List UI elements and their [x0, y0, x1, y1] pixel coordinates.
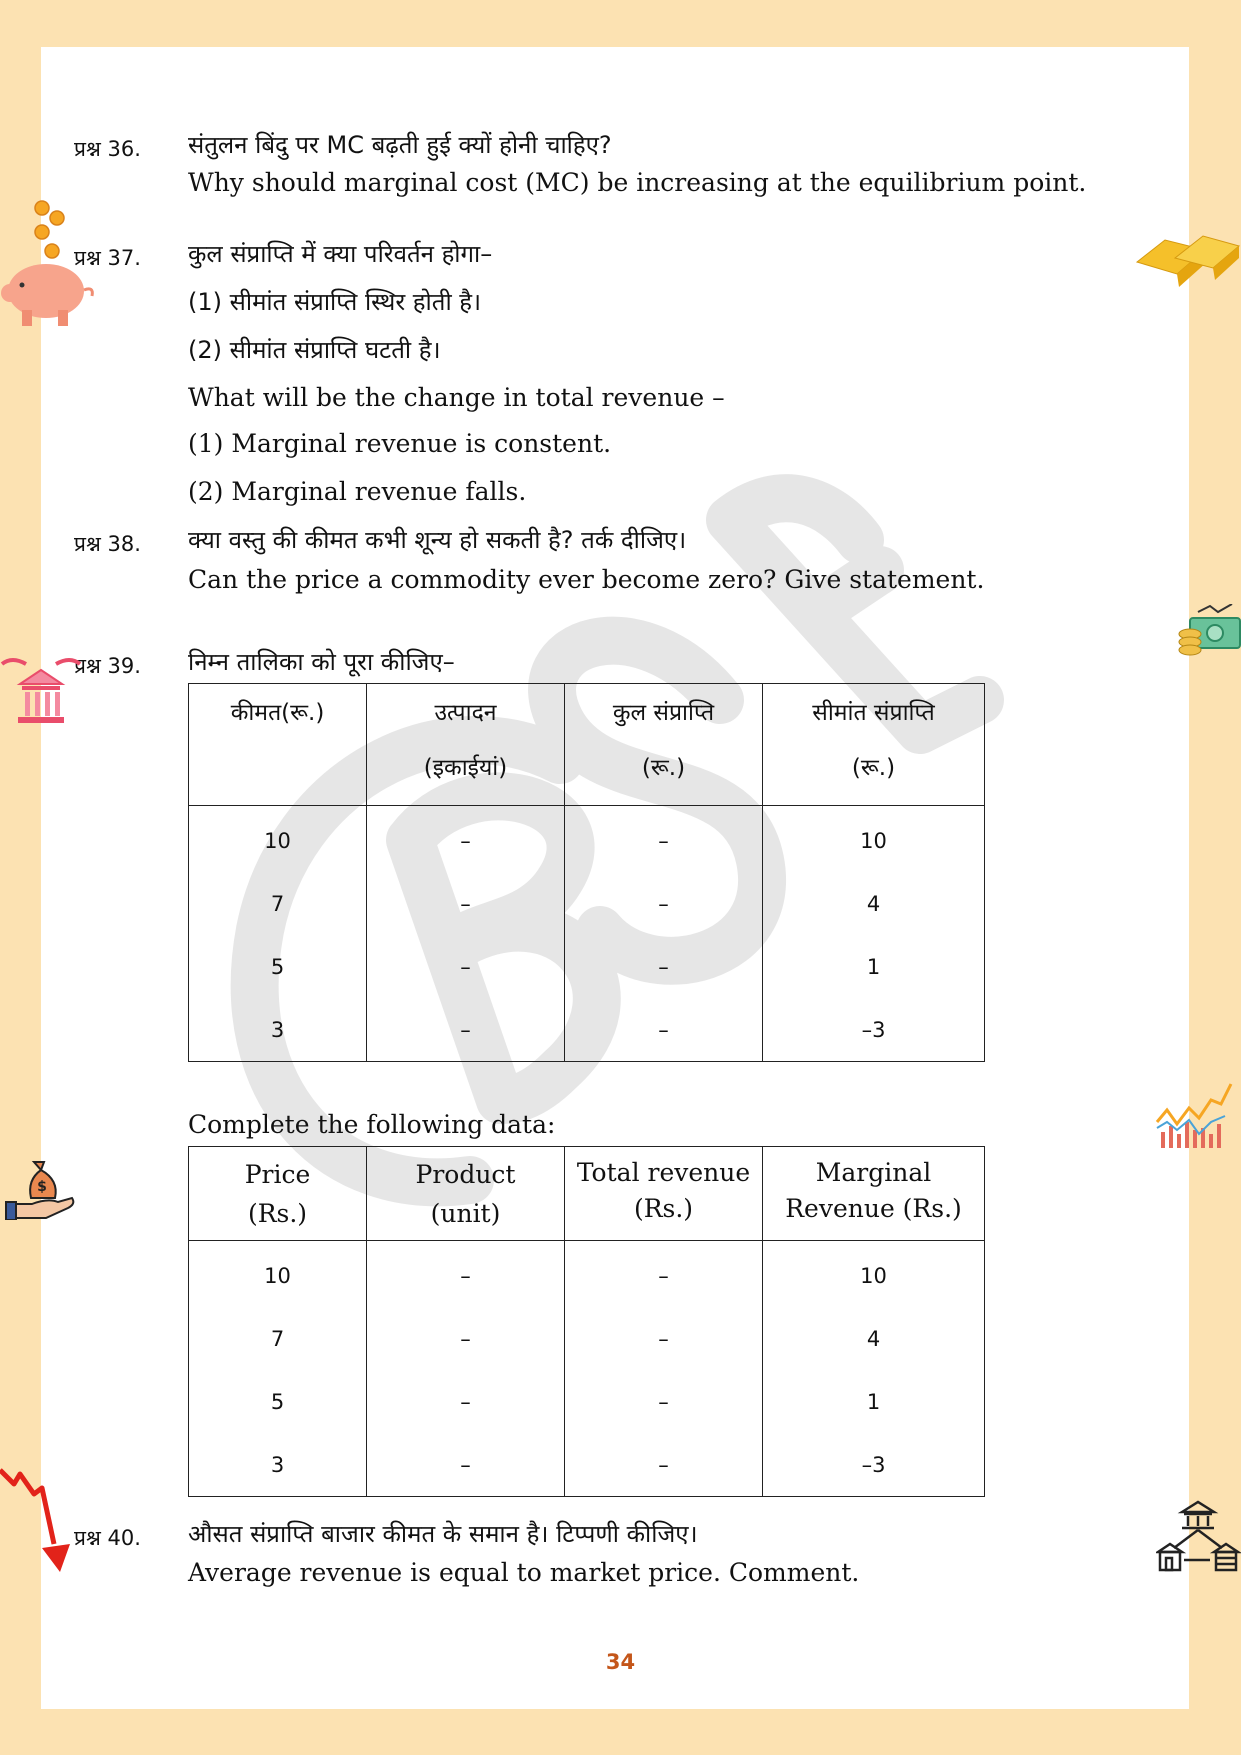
question-english-option-2: (2) Marginal revenue falls. — [188, 477, 527, 506]
coins-piggy-bank-icon — [0, 198, 100, 333]
table-row — [189, 806, 985, 873]
bank-shops-network-icon — [1156, 1498, 1241, 1573]
question-number: प्रश्न 40. — [74, 1526, 141, 1550]
column-header-price: Price (Rs.) — [189, 1147, 367, 1241]
money-stack-icon — [1178, 604, 1241, 659]
table-cell: – — [565, 1433, 763, 1497]
table-row — [189, 1241, 985, 1308]
column-header-output: उत्पादन (इकाईयां) — [367, 684, 565, 806]
table-cell: – — [565, 806, 763, 873]
table-cell: 5 — [189, 935, 367, 998]
downtrend-arrow-icon — [0, 1460, 72, 1595]
table-row — [189, 1370, 985, 1433]
table-cell: – — [367, 935, 565, 998]
question-english-text: Can the price a commodity ever become zero? Give statement. — [188, 565, 985, 594]
page-number: 34 — [605, 1650, 636, 1674]
english-data-table — [188, 1146, 985, 1497]
question-hindi-text: निम्न तालिका को पूरा कीजिए– — [188, 648, 455, 676]
column-header-product: Product (unit) — [367, 1147, 565, 1241]
question-english-text: What will be the change in total revenue – — [188, 383, 725, 412]
table-cell: – — [565, 1307, 763, 1370]
table-cell: – — [367, 1307, 565, 1370]
question-hindi-option-2: (2) सीमांत संप्राप्ति घटती है। — [188, 336, 441, 364]
svg-text:$: $ — [37, 1179, 47, 1195]
table-cell: – — [565, 872, 763, 935]
table-cell: 4 — [763, 1307, 985, 1370]
question-hindi-text: क्या वस्तु की कीमत कभी शून्य हो सकती है? तर्क दीजिए। — [188, 526, 687, 554]
gold-bars-icon — [1135, 232, 1241, 297]
table-cell: 3 — [189, 1433, 367, 1497]
table-cell: – — [565, 998, 763, 1062]
table-row — [189, 872, 985, 935]
hindi-data-table — [188, 683, 985, 1062]
table-cell: 1 — [763, 1370, 985, 1433]
question-number: प्रश्न 38. — [74, 532, 141, 556]
question-hindi-text: संतुलन बिंदु पर MC बढ़ती हुई क्यों होनी चाहिए? — [188, 131, 612, 159]
question-hindi-text: कुल संप्राप्ति में क्या परिवर्तन होगा– — [188, 240, 493, 268]
table-cell: 3 — [189, 998, 367, 1062]
question-english-text: Average revenue is equal to market price. Comment. — [188, 1558, 860, 1587]
table-cell: –3 — [763, 1433, 985, 1497]
question-english-text: Why should marginal cost (MC) be increasing at the equilibrium point. — [188, 168, 1087, 197]
table-row — [189, 1433, 985, 1497]
question-number: प्रश्न 36. — [74, 137, 141, 161]
table-cell: 5 — [189, 1370, 367, 1433]
money-bag-hand-icon — [4, 1158, 76, 1220]
table-row — [189, 998, 985, 1062]
table-cell: – — [565, 1370, 763, 1433]
table-cell: 7 — [189, 1307, 367, 1370]
table-cell: 10 — [189, 806, 367, 873]
table-cell: – — [367, 998, 565, 1062]
question-hindi-text: औसत संप्राप्ति बाजार कीमत के समान है। टिप्पणी कीजिए। — [188, 1520, 698, 1548]
table-cell: – — [367, 1241, 565, 1308]
table-cell: – — [565, 935, 763, 998]
question-hindi-option-1: (1) सीमांत संप्राप्ति स्थिर होती है। — [188, 288, 482, 316]
table-cell: – — [367, 1433, 565, 1497]
stock-chart-icon — [1155, 1082, 1233, 1152]
column-header-marginal-revenue: सीमांत संप्राप्ति (रू.) — [763, 684, 985, 806]
table-cell: – — [565, 1241, 763, 1308]
table-cell: 4 — [763, 872, 985, 935]
column-header-marginal-revenue: Marginal Revenue (Rs.) — [763, 1147, 985, 1241]
table-cell: – — [367, 806, 565, 873]
table-cell: 10 — [189, 1241, 367, 1308]
table-row — [189, 935, 985, 998]
column-header-total-revenue: कुल संप्राप्ति (रू.) — [565, 684, 763, 806]
question-number: प्रश्न 39. — [74, 654, 141, 678]
table-cell: – — [367, 872, 565, 935]
table-cell: – — [367, 1370, 565, 1433]
table-cell: 7 — [189, 872, 367, 935]
column-header-price: कीमत(रू.) — [189, 684, 367, 806]
table-cell: –3 — [763, 998, 985, 1062]
question-english-text: Complete the following data: — [188, 1110, 556, 1139]
table-cell: 10 — [763, 1241, 985, 1308]
question-english-option-1: (1) Marginal revenue is constent. — [188, 429, 612, 458]
column-header-total-revenue: Total revenue (Rs.) — [565, 1147, 763, 1241]
table-cell: 10 — [763, 806, 985, 873]
table-cell: 1 — [763, 935, 985, 998]
table-row — [189, 1307, 985, 1370]
bank-donation-icon — [0, 654, 82, 729]
question-number: प्रश्न 37. — [74, 246, 141, 270]
